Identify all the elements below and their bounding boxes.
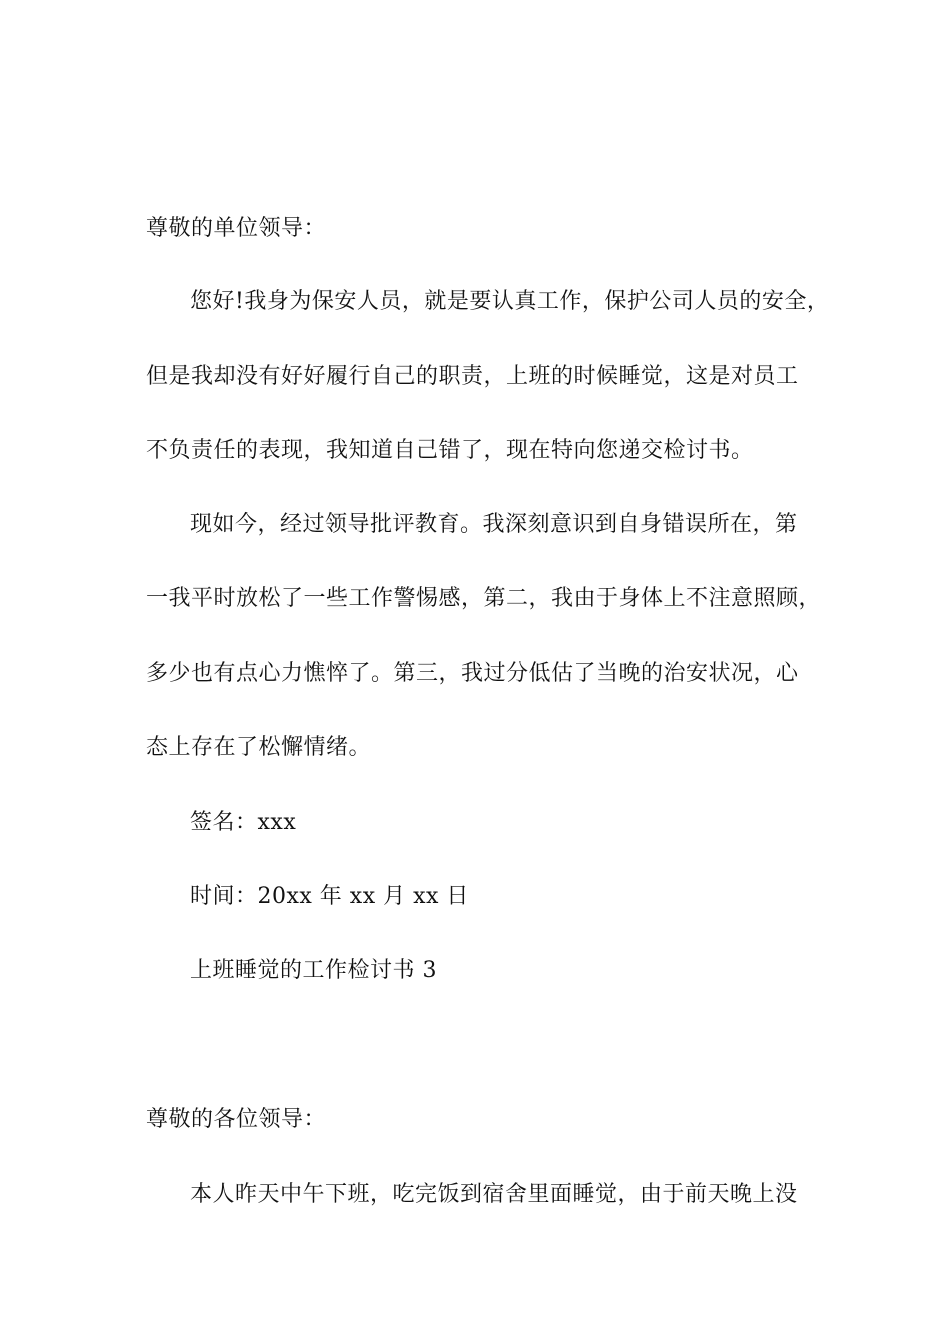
paragraph-line: 现如今，经过领导批评教育。我深刻意识到自身错误所在，第 <box>190 512 798 537</box>
paragraph-line: 本人昨天中午下班，吃完饭到宿舍里面睡觉，由于前天晚上没 <box>190 1182 798 1207</box>
paragraph-line: 不负责任的表现，我知道自己错了，现在特向您递交检讨书。 <box>146 438 754 463</box>
paragraph-line: 一我平时放松了一些工作警惕感，第二，我由于身体上不注意照顾， <box>146 586 822 611</box>
salutation: 尊敬的单位领导： <box>146 216 327 241</box>
date-line: 时间：20xx 年 xx 月 xx 日 <box>190 884 469 909</box>
salutation: 尊敬的各位领导： <box>146 1107 327 1132</box>
section-title: 上班睡觉的工作检讨书 3 <box>190 958 437 983</box>
paragraph-line: 您好!我身为保安人员，就是要认真工作，保护公司人员的安全， <box>190 289 830 314</box>
paragraph-line: 多少也有点心力憔悴了。第三，我过分低估了当晚的治安状况，心 <box>146 661 799 686</box>
paragraph-line: 态上存在了松懈情绪。 <box>146 735 372 760</box>
signature: 签名：xxx <box>190 810 297 835</box>
paragraph-line: 但是我却没有好好履行自己的职责，上班的时候睡觉，这是对员工 <box>146 364 799 389</box>
